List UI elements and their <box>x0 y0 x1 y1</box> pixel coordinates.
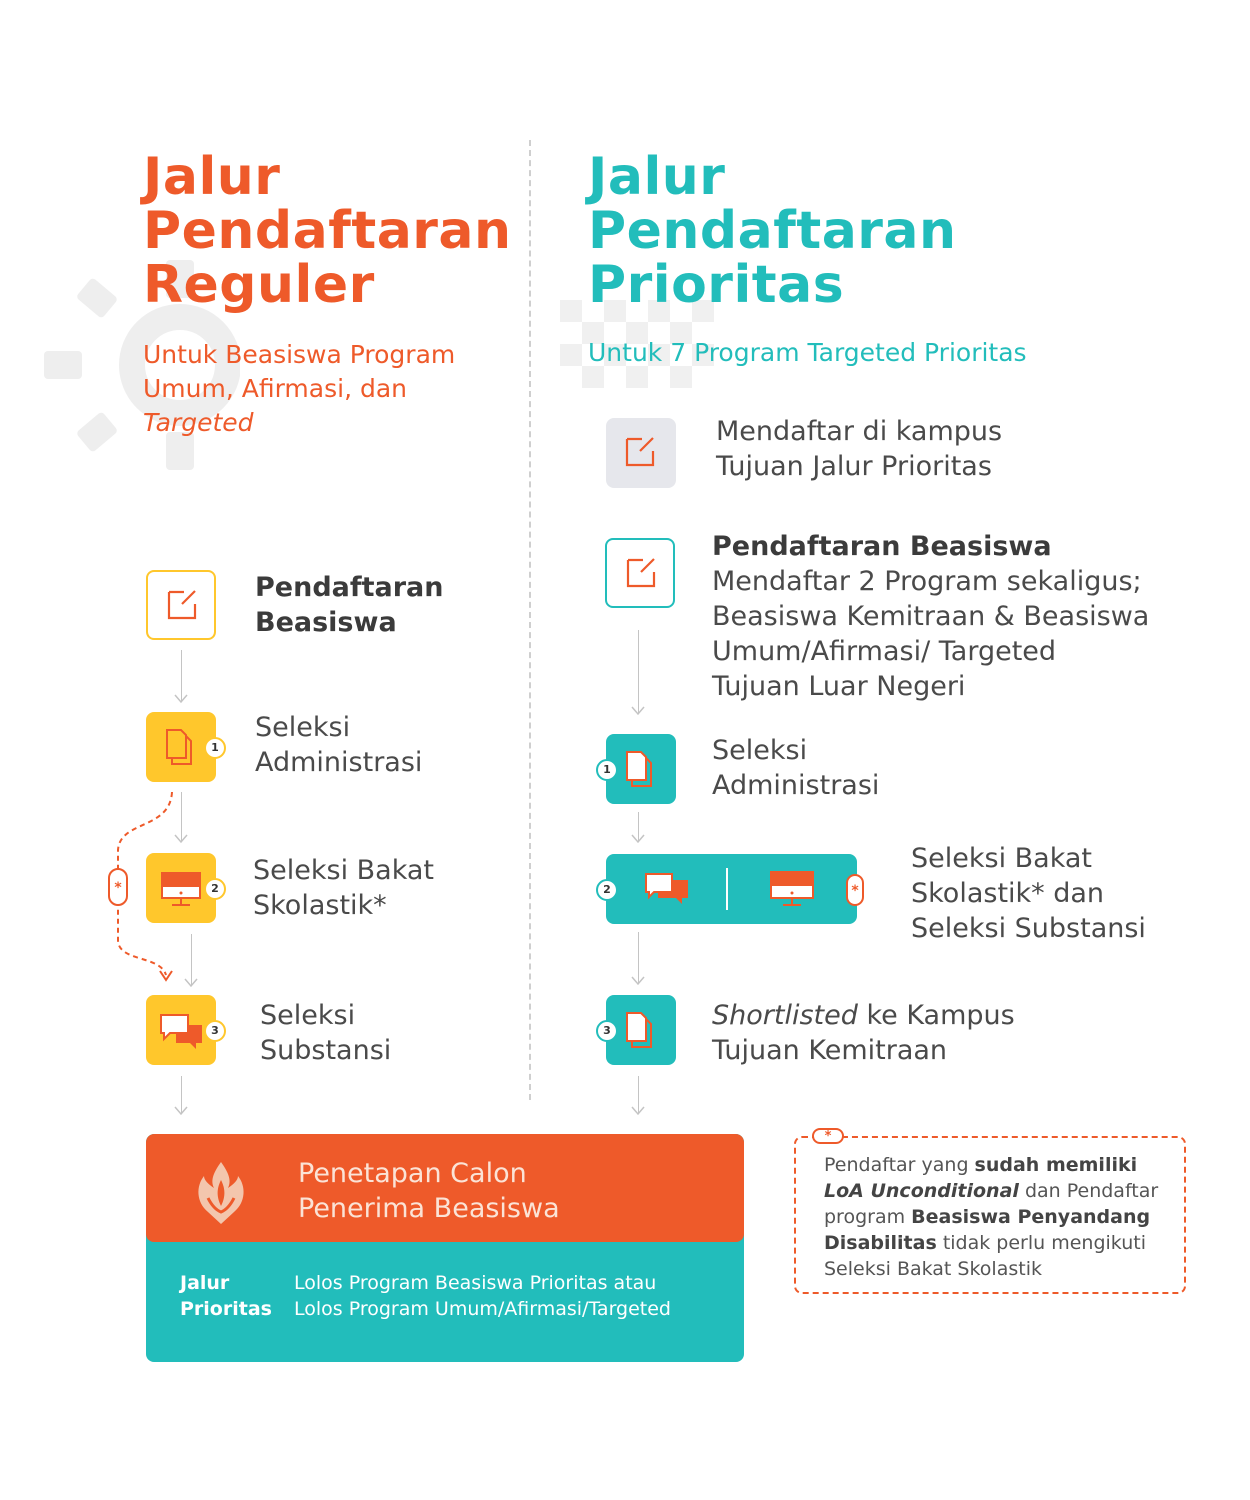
right-step-register <box>712 529 1149 704</box>
step-label: Tujuan Kemitraan <box>712 1035 948 1066</box>
right-step-shortlist <box>712 998 1015 1068</box>
result-title-line: Penerima Beasiswa <box>298 1193 560 1224</box>
note-text: Pendaftar yang <box>824 1154 975 1176</box>
left-step-admin <box>255 710 422 780</box>
right-subtitle: Untuk 7 Program Targeted Prioritas <box>588 338 1027 367</box>
result-description <box>294 1270 671 1322</box>
step-label: Seleksi Bakat <box>253 855 435 886</box>
right-step-combo <box>911 841 1146 946</box>
step-number-badge: 3 <box>596 1020 618 1042</box>
result-description-line: Lolos Program Umum/Afirmasi/Targeted <box>294 1298 671 1320</box>
arrow-down-icon <box>631 976 645 986</box>
arrow-down-icon <box>174 1106 188 1116</box>
connector-line <box>638 630 639 714</box>
step-label: Administrasi <box>255 747 423 778</box>
left-subtitle-line: Untuk Beasiswa Program <box>143 340 456 369</box>
note-text: dan Pendaftar <box>1018 1180 1159 1202</box>
step-label: Seleksi Bakat <box>911 843 1093 874</box>
result-header <box>146 1134 744 1242</box>
step-label: Administrasi <box>712 770 880 801</box>
monitor-icon <box>764 866 820 912</box>
right-step-campus <box>716 414 1002 484</box>
left-subtitle <box>143 338 455 440</box>
left-title <box>143 147 512 315</box>
step-label: Mendaftar 2 Program sekaligus; <box>712 566 1142 597</box>
combo-divider <box>726 868 728 910</box>
result-title <box>298 1156 560 1226</box>
note-box <box>794 1136 1186 1294</box>
result-title-line: Penetapan Calon <box>298 1158 527 1189</box>
arrow-down-icon <box>631 706 645 716</box>
result-label-line: Jalur <box>180 1272 230 1294</box>
note-line: Seleksi Bakat Skolastik <box>824 1258 1042 1280</box>
step-label: Seleksi Substansi <box>911 913 1146 944</box>
left-title-line: Jalur <box>143 147 281 207</box>
note-text: tidak perlu mengikuti <box>936 1232 1146 1254</box>
step-label: Beasiswa <box>255 607 397 638</box>
right-campus-box <box>606 418 676 488</box>
step-label <box>712 998 1015 1033</box>
step-label: Tujuan Jalur Prioritas <box>716 451 992 482</box>
step-label: Beasiswa Kemitraan & Beasiswa <box>712 601 1150 632</box>
skip-marker: * <box>108 868 128 906</box>
step-label: Seleksi <box>260 1000 356 1031</box>
note-line <box>824 1230 1166 1256</box>
left-title-line: Reguler <box>143 255 375 315</box>
step-number-badge: 3 <box>204 1020 226 1042</box>
note-bold: sudah memiliki <box>974 1154 1138 1176</box>
column-divider <box>529 140 531 1100</box>
note-line <box>824 1178 1166 1204</box>
arrow-down-icon <box>184 978 198 988</box>
skip-marker: * <box>846 874 864 906</box>
left-register-box <box>146 570 216 640</box>
note-bold: Beasiswa Penyandang <box>911 1206 1151 1228</box>
result-box <box>146 1134 744 1362</box>
step-number-badge: 1 <box>596 759 618 781</box>
note-line <box>824 1204 1166 1230</box>
right-combo-box <box>606 854 857 924</box>
note-text: program <box>824 1206 912 1228</box>
right-title-line: Pendaftaran <box>588 201 957 261</box>
step-number-badge: 1 <box>204 737 226 759</box>
step-label: Skolastik* <box>253 890 387 921</box>
note-bold-italic: LoA Unconditional <box>824 1180 1019 1202</box>
step-number-badge: 2 <box>204 878 226 900</box>
step-label: Seleksi <box>255 712 351 743</box>
step-label: Pendaftaran <box>255 572 444 603</box>
right-step-admin <box>712 733 879 803</box>
left-subtitle-line: Targeted <box>143 408 254 437</box>
note-marker: * <box>812 1128 844 1144</box>
step-label: Substansi <box>260 1035 392 1066</box>
note-line <box>824 1152 1166 1178</box>
left-step-scholastic <box>253 853 434 923</box>
flame-logo-icon <box>190 1158 252 1228</box>
edit-icon <box>148 572 214 638</box>
arrow-down-icon <box>631 1106 645 1116</box>
result-description-line: Lolos Program Beasiswa Prioritas atau <box>294 1272 657 1294</box>
step-number-badge: 2 <box>596 879 618 901</box>
step-label: Seleksi <box>712 735 808 766</box>
step-title: Pendaftaran Beasiswa <box>712 531 1052 562</box>
edit-icon <box>606 418 676 488</box>
chat-icon <box>636 866 696 912</box>
result-label <box>180 1270 272 1322</box>
step-label-italic: Shortlisted <box>712 1000 858 1031</box>
right-title-line: Prioritas <box>588 255 845 315</box>
edit-icon <box>607 540 673 606</box>
left-title-line: Pendaftaran <box>143 201 512 261</box>
step-label-rest: ke Kampus <box>857 1000 1015 1031</box>
right-title-line: Jalur <box>588 147 726 207</box>
left-step-substance <box>260 998 391 1068</box>
step-label: Mendaftar di kampus <box>716 416 1003 447</box>
arrow-down-icon <box>174 694 188 704</box>
left-subtitle-line: Umum, Afirmasi, dan <box>143 374 408 403</box>
step-label: Tujuan Luar Negeri <box>712 671 966 702</box>
step-label: Umum/Afirmasi/ Targeted <box>712 636 1057 667</box>
arrow-down-icon <box>631 834 645 844</box>
right-register-box <box>605 538 675 608</box>
result-label-line: Prioritas <box>180 1298 272 1320</box>
left-step-register <box>255 570 444 640</box>
step-label: Skolastik* dan <box>911 878 1105 909</box>
note-bold: Disabilitas <box>824 1232 937 1254</box>
right-title <box>588 147 957 315</box>
